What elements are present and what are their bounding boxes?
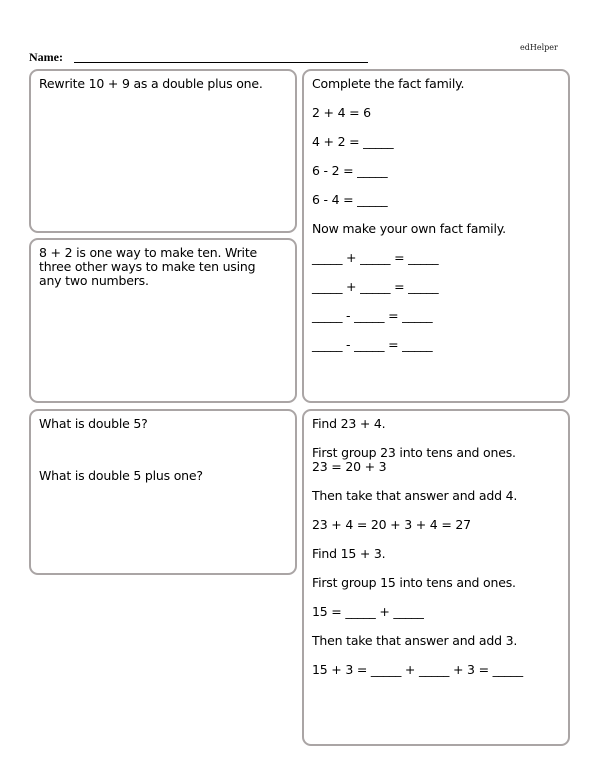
then-1: Then take that answer and add 4. — [312, 488, 518, 503]
result-1: 23 + 4 = 20 + 3 + 4 = 27 — [312, 517, 471, 532]
own-fact-family-item[interactable]: _____ + _____ = _____ — [312, 250, 439, 265]
fact-family-item[interactable]: 6 - 2 = _____ — [312, 163, 388, 178]
grouping-box — [302, 409, 570, 746]
rewrite-prompt: Rewrite 10 + 9 as a double plus one. — [39, 76, 263, 91]
own-fact-family-title: Now make your own fact family. — [312, 221, 506, 236]
fact-family-given: 2 + 4 = 6 — [312, 105, 371, 120]
result-2[interactable]: 15 + 3 = _____ + _____ + 3 = _____ — [312, 662, 523, 677]
own-fact-family-item[interactable]: _____ - _____ = _____ — [312, 308, 433, 323]
doubles-box — [29, 409, 297, 575]
own-fact-family-item[interactable]: _____ - _____ = _____ — [312, 337, 433, 352]
double-question-1: What is double 5? — [39, 416, 148, 431]
group-2-equation[interactable]: 15 = _____ + _____ — [312, 604, 424, 619]
name-label: Name: — [29, 50, 63, 64]
fact-family-box — [302, 69, 570, 403]
name-input-line[interactable] — [74, 62, 368, 63]
group-1-equation: 23 = 20 + 3 — [312, 459, 387, 474]
double-question-2: What is double 5 plus one? — [39, 468, 203, 483]
brand-label: edHelper — [520, 43, 558, 52]
fact-family-item[interactable]: 4 + 2 = _____ — [312, 134, 394, 149]
make-ten-line: any two numbers. — [39, 273, 149, 288]
make-ten-line: 8 + 2 is one way to make ten. Write — [39, 245, 258, 260]
find-2: Find 15 + 3. — [312, 546, 386, 561]
rewrite-double-box — [29, 69, 297, 233]
then-2: Then take that answer and add 3. — [312, 633, 518, 648]
fact-family-title: Complete the fact family. — [312, 76, 465, 91]
group-2: First group 15 into tens and ones. — [312, 575, 516, 590]
find-1: Find 23 + 4. — [312, 416, 386, 431]
make-ten-box — [29, 238, 297, 403]
own-fact-family-item[interactable]: _____ + _____ = _____ — [312, 279, 439, 294]
group-1: First group 23 into tens and ones. — [312, 445, 516, 460]
fact-family-item[interactable]: 6 - 4 = _____ — [312, 192, 388, 207]
make-ten-line: three other ways to make ten using — [39, 259, 256, 274]
